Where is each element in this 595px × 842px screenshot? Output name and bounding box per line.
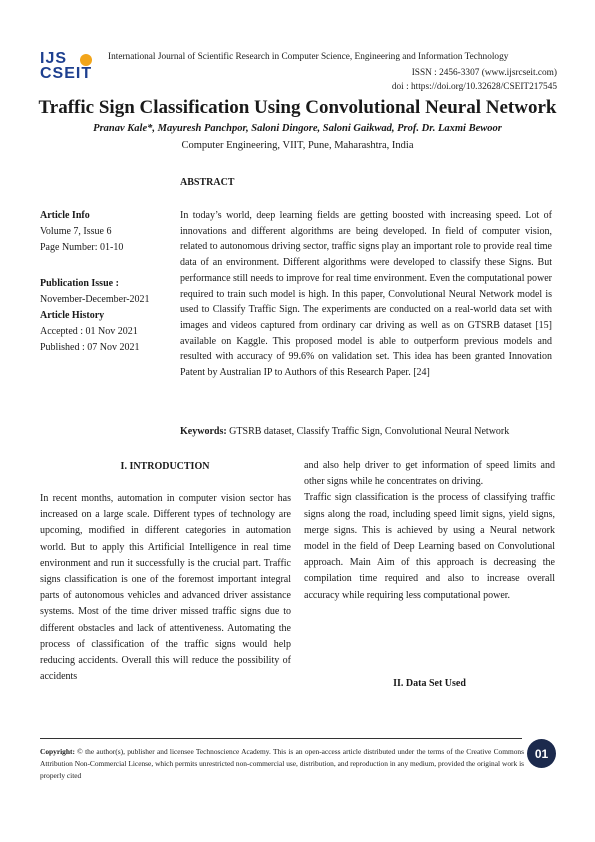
- volume-issue: Volume 7, Issue 6: [40, 226, 112, 237]
- article-history-heading: Article History: [40, 310, 105, 321]
- section-heading-data-set: II. Data Set Used: [393, 678, 466, 689]
- journal-logo: [40, 50, 102, 84]
- section-heading-introduction: I. INTRODUCTION: [120, 461, 210, 472]
- logo-text-bottom: CSEIT: [40, 65, 93, 82]
- journal-name: International Journal of Scientific Research in Computer Science, Engineering and Information Technology: [108, 52, 509, 62]
- publication-issue-heading: Publication Issue :: [40, 278, 119, 289]
- article-info-heading: Article Info: [40, 210, 90, 221]
- paper-affiliation: Computer Engineering, VIIT, Pune, Maharashtra, India: [181, 140, 414, 151]
- footer-divider: [40, 738, 522, 739]
- intro-right-column: [304, 458, 555, 604]
- article-info: [40, 208, 123, 256]
- issn: ISSN : 2456-3307 (www.ijsrcseit.com): [411, 68, 557, 78]
- intro-left-column: In recent months, automation in computer vision sector has increased on a large scale. Different types of technology are upcoming, modified in different categories in automation world. But to apply this Artificial Intelligence in real time environment and run it successfully is the crucial part. Traffic signs classification is one of the foremost important integral parts of autonomous vehicles and advanced driver assistance systems. Most of the time driver missed traffic signs due to different obstacles and lack of attentiveness. Automating the process of classification of the traffic signs would help reducing accidents. Overall this will reduce the possibility of accidents: [40, 493, 291, 683]
- page-number-badge: 01: [527, 739, 556, 768]
- accepted-date: Accepted : 01 Nov 2021: [40, 326, 138, 337]
- abstract-heading: ABSTRACT: [180, 177, 235, 188]
- paper-title: Traffic Sign Classification Using Convolutional Neural Network: [38, 97, 557, 118]
- page-number: Page Number: 01-10: [40, 242, 124, 253]
- keywords-list: GTSRB dataset, Classify Traffic Sign, Convolutional Neural Network: [226, 426, 510, 437]
- publication-issue: November-December-2021: [40, 294, 150, 305]
- keywords: [180, 426, 509, 437]
- paper-authors: Pranav Kale*, Mayuresh Panchpor, Saloni Dingore, Saloni Gaikwad, Prof. Dr. Laxmi Bewoor: [93, 123, 502, 134]
- copyright-notice: [40, 746, 524, 781]
- logo-text-top: IJS: [40, 50, 68, 67]
- intro-right-paragraph-1: and also help driver to get information of speed limits and other signs while he concentrates on driving.: [304, 460, 555, 488]
- published-date: Published : 07 Nov 2021: [40, 342, 140, 353]
- intro-right-paragraph-2: Traffic sign classification is the process of classifying traffic signs along the road, including speed limit signs, yield signs, merge signs. This is achieved by using a Neural network model in the field of Deep Learning based on Convolutional approach. Main Aim of this approach is decreasing the compilation time required and also to increase overall accuracy while requiring less computational power.: [304, 492, 555, 601]
- keywords-label: Keywords:: [180, 426, 227, 437]
- doi-link[interactable]: doi : https://doi.org/10.32628/CSEIT217545: [391, 82, 557, 92]
- publication-info: [40, 276, 150, 356]
- copyright-text: © the author(s), publisher and licensee Technoscience Academy. This is an open-access article distributed under the terms of the Creative Commons Attribution Non-Commercial License, which permits unrestricted non-commercial use, distribution, and reproduction in any medium, provided the original work is properly cited: [40, 747, 524, 780]
- copyright-label: Copyright:: [40, 747, 75, 756]
- abstract-text: In today’s world, deep learning fields are getting boosted with increasing speed. Lot of innovations and different algorithms are being developed. In field of computer vision, related to autonomous driving sector, traffic signs play an important role to provide real time data of an environment. Different algorithms were developed to classify these Signs. But performance still needs to improve for real time environment. Even the computational power required to train such model is high. In this paper, Convolutional Neural Network model is used to Classify Traffic Sign. The experiments are conducted on a real-world data set with images and videos captured from ordinary car driving as well as on GTSRB dataset [15] available on Kaggle. This proposed model is able to outperform previous models and resulted with accuracy of 99.6% on validation set. This idea has been granted Innovation Patent by Australian IP to Authors of this Research Paper. [24]: [180, 210, 552, 379]
